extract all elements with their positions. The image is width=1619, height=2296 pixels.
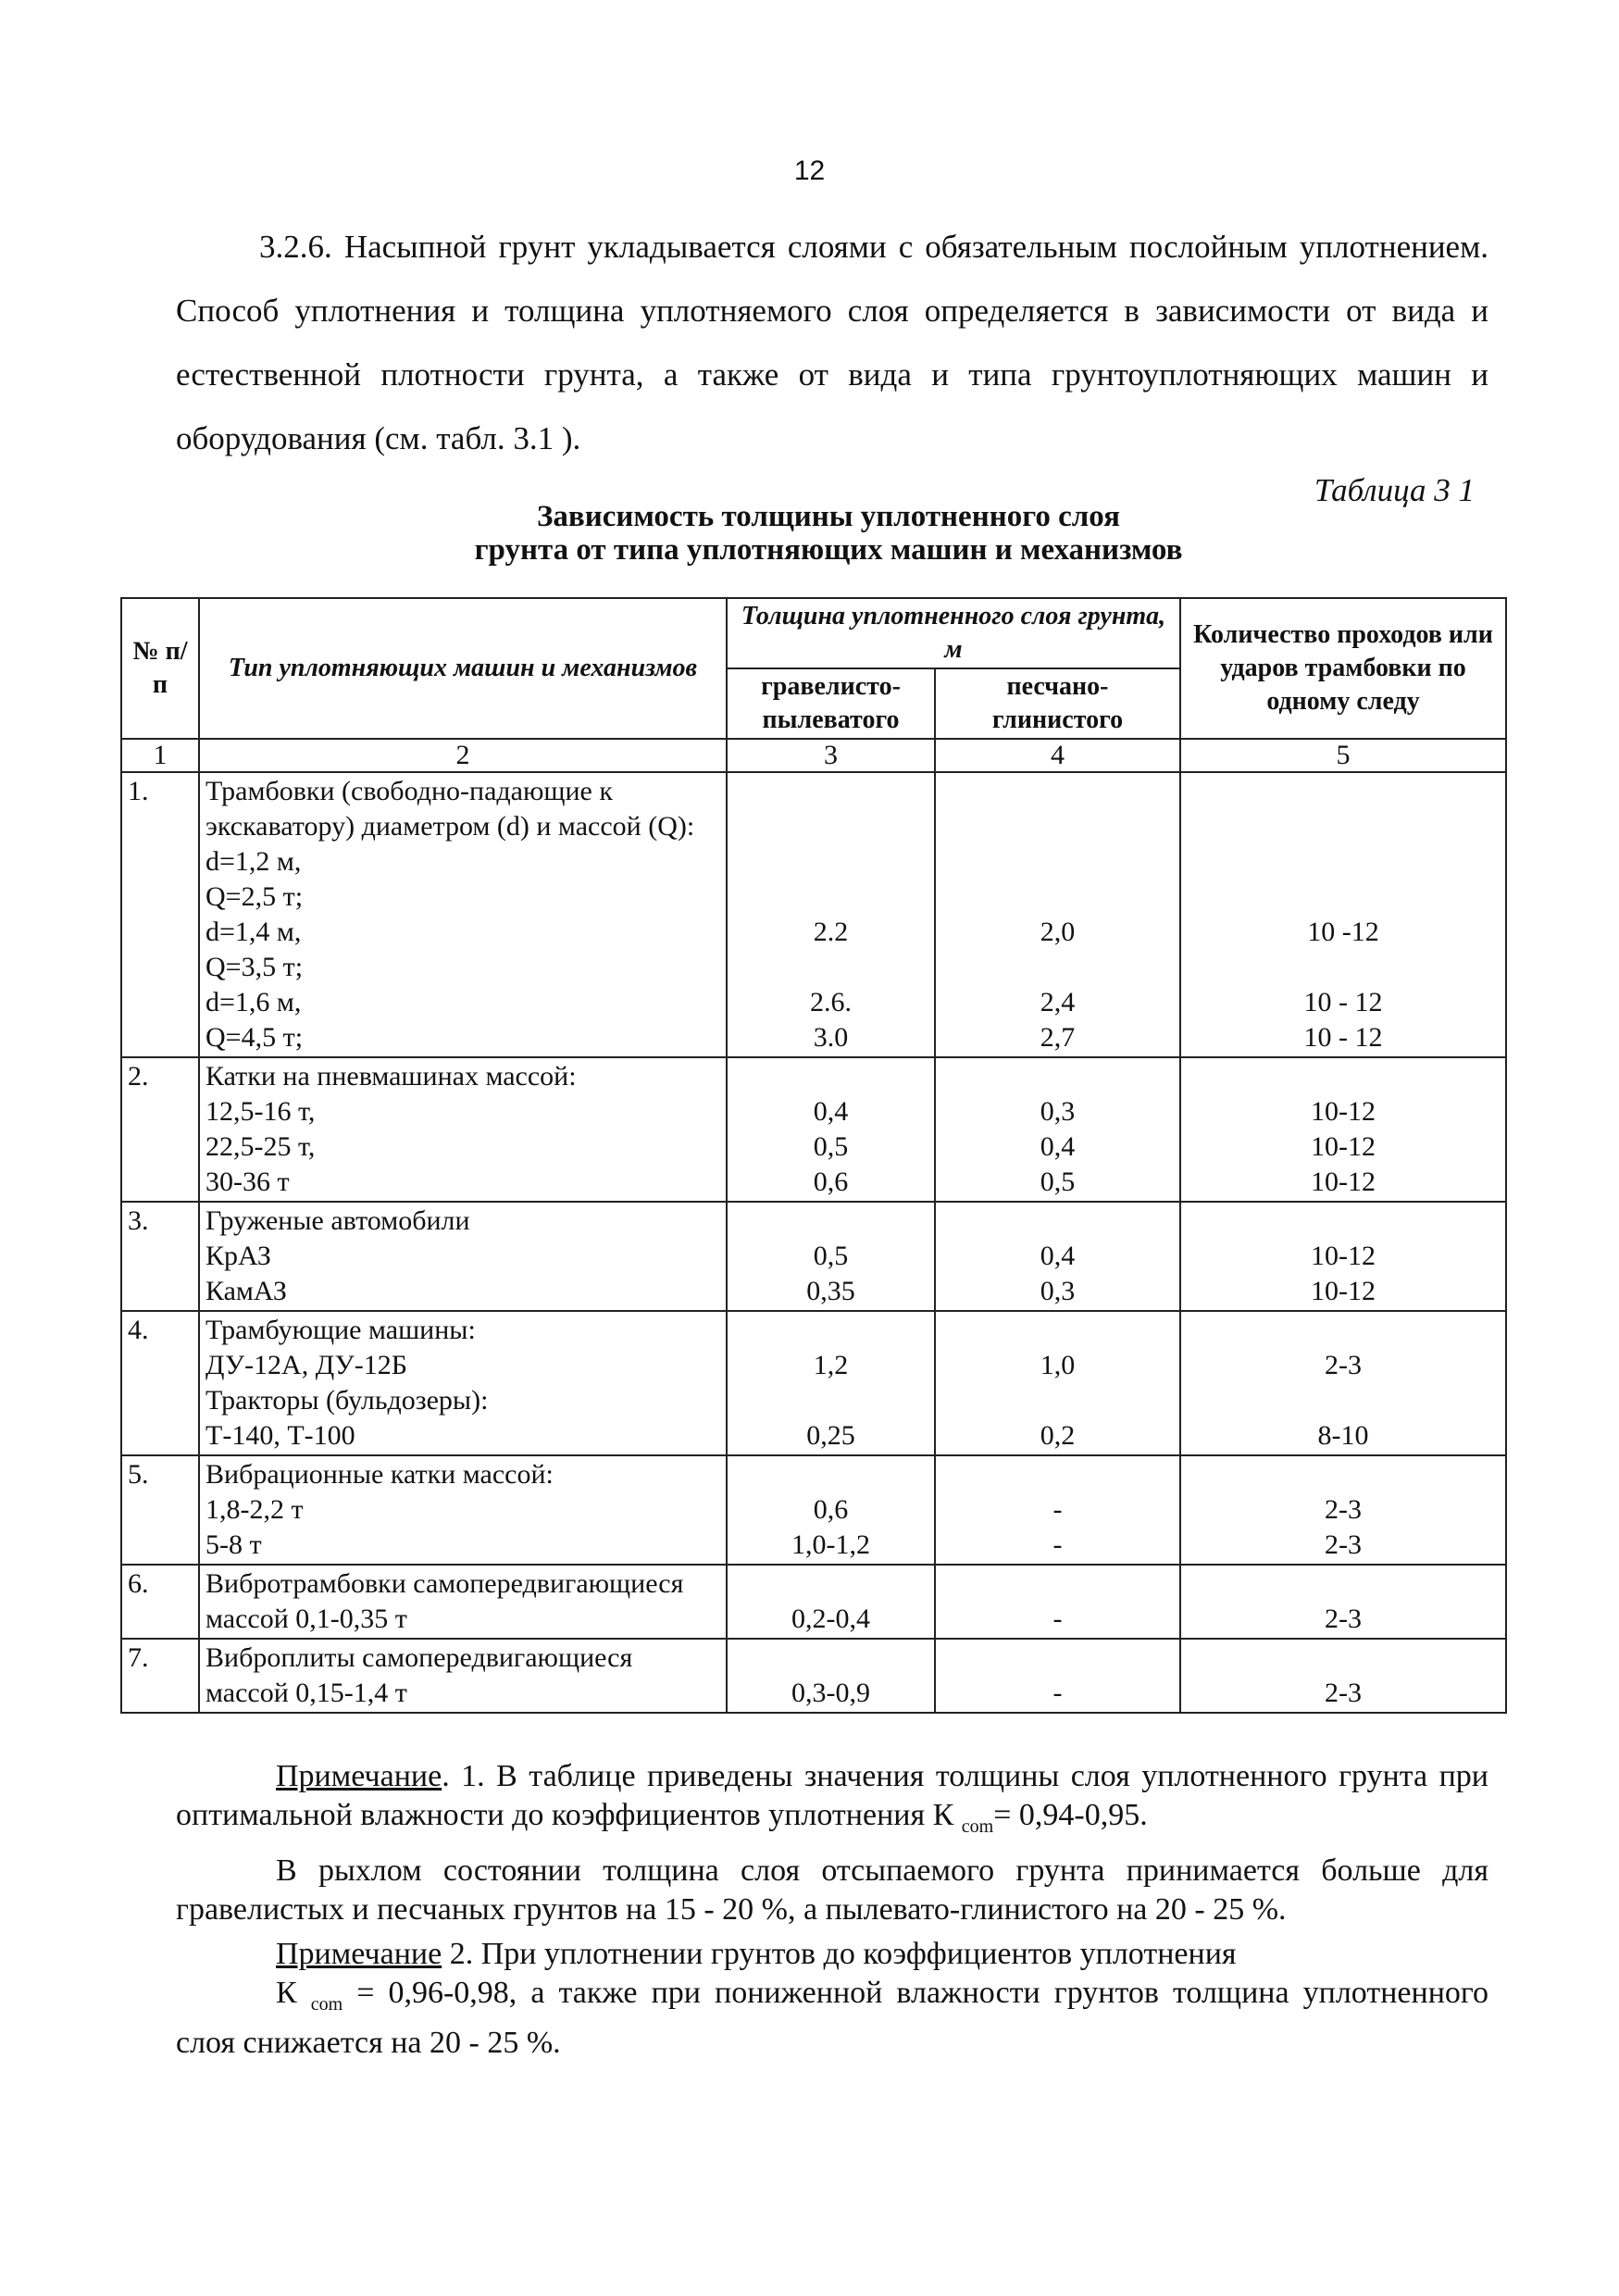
row-type: Трамбовки (свободно-падающие к экскаватору) диаметром (d) и массой (Q): d=1,2 м, Q=2,5 т; d=1,4 м, Q=3,5 т; d=1,6 м, Q=4,5 т;	[199, 772, 727, 1057]
row-num: 1.	[121, 772, 199, 1057]
page-number: 12	[793, 156, 826, 186]
row-num: 3.	[121, 1202, 199, 1311]
table-row	[121, 1455, 1506, 1565]
intro-text: 3.2.6. Насыпной грунт укладывается слоями с обязательным послойным уплотнением. Способ уплотнения и толщина уплотняемого слоя определяется в зависимости от вида и естественной плотности грунта, а также от вида и типа грунтоуплотняющих машин и оборудования (см. табл. 3.1 ).	[176, 229, 1488, 456]
table-row	[121, 772, 1506, 1057]
row-type: Вибрационные катки массой: 1,8-2,2 т 5-8 т	[199, 1455, 727, 1565]
column-number: 2	[199, 739, 727, 772]
table-row	[121, 1639, 1506, 1713]
header-thickness: Толщина уплотненного слоя грунта, м	[727, 598, 1180, 668]
note-1-paragraph-2	[176, 1852, 1488, 1929]
row-num: 7.	[121, 1639, 199, 1713]
table-row	[121, 1311, 1506, 1455]
row-gravel: 0,5 0,35	[727, 1202, 935, 1311]
header-passes: Количество проходов или ударов трамбовки по одному следу	[1180, 598, 1506, 739]
note-1-text-a: . 1. В таблице приведены значения толщины слоя уплотненного грунта при оптимальной влажности до коэффициентов уплотнения К	[176, 1759, 1488, 1832]
row-num: 2.	[121, 1057, 199, 1202]
column-number: 1	[121, 739, 199, 772]
row-type: Виброплиты самопередвигающиеся массой 0,15-1,4 т	[199, 1639, 727, 1713]
note-1-subscript: com	[961, 1816, 994, 1837]
table-title-line2: грунта от типа уплотняющих машин и механизмов	[474, 533, 1183, 567]
header-sandy: песчано-глинистого	[935, 668, 1180, 739]
row-gravel: 2.2 2.6. 3.0	[727, 772, 935, 1057]
row-passes: 10 -12 10 - 12 10 - 12	[1180, 772, 1506, 1057]
column-number: 5	[1180, 739, 1506, 772]
row-sandy: -	[935, 1639, 1180, 1713]
column-number: 3	[727, 739, 935, 772]
table-row	[121, 1565, 1506, 1639]
compaction-table	[120, 597, 1507, 1714]
row-num: 4.	[121, 1311, 199, 1455]
table-label: Таблица 3 1	[1314, 472, 1475, 508]
row-gravel: 0,3-0,9	[727, 1639, 935, 1713]
note-1	[176, 1757, 1488, 1846]
row-num: 5.	[121, 1455, 199, 1565]
note-2-subscript: com	[310, 1993, 343, 2015]
table-row	[121, 1057, 1506, 1202]
column-number: 4	[935, 739, 1180, 772]
note-1-text-b: = 0,94-0,95.	[993, 1798, 1148, 1832]
table-title	[352, 500, 1305, 567]
row-num: 6.	[121, 1565, 199, 1639]
header-gravel: гравелисто-пылеватого	[727, 668, 935, 739]
row-passes: 2-3 2-3	[1180, 1455, 1506, 1565]
row-type: Трамбующие машины: ДУ-12А, ДУ-12Б Тракторы (бульдозеры): Т-140, Т-100	[199, 1311, 727, 1455]
row-gravel: 0,6 1,0-1,2	[727, 1455, 935, 1565]
header-type: Тип уплотняющих машин и механизмов	[199, 598, 727, 739]
note-2-text-b: = 0,96-0,98, а также при пониженной влажности грунтов толщина уплотненного слоя снижается на 20 - 25 %.	[176, 1975, 1488, 2060]
row-type: Груженые автомобили КрАЗ КамАЗ	[199, 1202, 727, 1311]
note-2	[176, 1935, 1488, 2063]
row-gravel: 0,4 0,5 0,6	[727, 1057, 935, 1202]
row-sandy: -	[935, 1565, 1180, 1639]
note-2-label: Примечание	[276, 1936, 442, 1971]
row-sandy: 1,0 0,2	[935, 1311, 1180, 1455]
row-sandy: - -	[935, 1455, 1180, 1565]
row-passes: 2-3 8-10	[1180, 1311, 1506, 1455]
row-passes: 2-3	[1180, 1565, 1506, 1639]
row-passes: 2-3	[1180, 1639, 1506, 1713]
note-1-para2-text: В рыхлом состоянии толщина слоя отсыпаемого грунта принимается больше для гравелистых и песчаных грунтов на 15 - 20 %, а пылевато-глинистого на 20 - 25 %.	[176, 1853, 1488, 1927]
row-sandy: 0,4 0,3	[935, 1202, 1180, 1311]
row-gravel: 0,2-0,4	[727, 1565, 935, 1639]
note-1-label: Примечание	[276, 1759, 442, 1793]
row-type: Катки на пневмашинах массой: 12,5-16 т, 22,5-25 т, 30-36 т	[199, 1057, 727, 1202]
note-2-k: К	[276, 1975, 297, 2010]
row-gravel: 1,2 0,25	[727, 1311, 935, 1455]
row-passes: 10-12 10-12 10-12	[1180, 1057, 1506, 1202]
note-2-text-a: 2. При уплотнении грунтов до коэффициентов уплотнения	[442, 1936, 1237, 1971]
table-title-line1: Зависимость толщины уплотненного слоя	[536, 500, 1121, 533]
intro-paragraph	[176, 215, 1488, 470]
row-sandy: 2,0 2,4 2,7	[935, 772, 1180, 1057]
row-passes: 10-12 10-12	[1180, 1202, 1506, 1311]
row-type: Вибротрамбовки самопередвигающиеся массой 0,1-0,35 т	[199, 1565, 727, 1639]
table-row	[121, 1202, 1506, 1311]
header-num: № п/п	[121, 598, 199, 739]
row-sandy: 0,3 0,4 0,5	[935, 1057, 1180, 1202]
notes-section	[176, 1757, 1488, 2068]
